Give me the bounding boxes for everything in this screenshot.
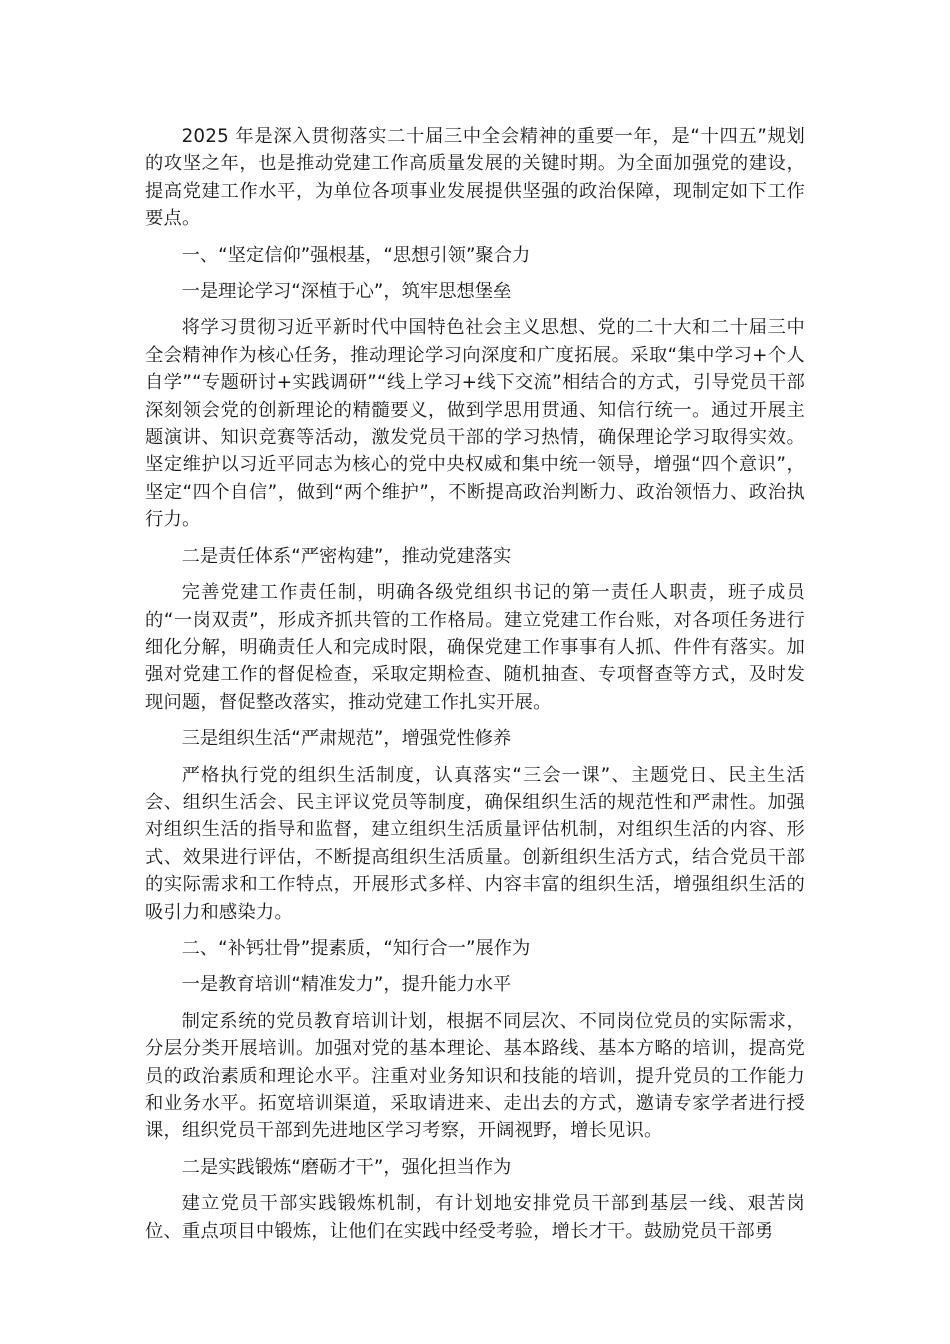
section-heading-1: 一、“坚定信仰”强根基，“思想引领”聚合力 [181, 244, 531, 266]
section-heading-2: 二、“补钙壮骨”提素质，“知行合一”展作为 [181, 937, 531, 959]
subheading-training: 一是教育培训“精准发力”，提升能力水平 [181, 974, 512, 996]
paragraph-training: 制定系统的党员教育培训计划，根据不同层次、不同岗位党员的实际需求，分层分类开展培训。加强对党的基本理论、基本路线、基本方略的培训，提高党员的政治素质和理论水平。注重对业务知识和技能的培训，提升党员的工作能力和业务水平。拓宽培训渠道，采取请进来、走出去的方式，邀请专家学者进行授课，组织党员干部到先进地区学习考察，开阔视野，增长见识。 [145, 1010, 805, 1142]
document-body [145, 123, 805, 1254]
paragraph-practice: 建立党员干部实践锻炼机制，有计划地安排党员干部到基层一线、艰苦岗位、重点项目中锻炼，让他们在实践中经受考验，增长才干。鼓励党员干部勇 [145, 1193, 805, 1242]
paragraph-responsibility: 完善党建工作责任制，明确各级党组织书记的第一责任人职责，班子成员的“一岗双责”，形成齐抓共管的工作格局。建立党建工作台账，对各项任务进行细化分解，明确责任人和完成时限，确保党建工作事事有人抓、件件有落实。加强对党建工作的督促检查，采取定期检查、随机抽查、专项督查等方式，及时发现问题，督促整改落实，推动党建工作扎实开展。 [145, 582, 806, 713]
subheading-organization-life: 三是组织生活“严肃规范”，增强党性修养 [181, 728, 512, 750]
intro-paragraph: 2025 年是深入贯彻落实二十届三中全会精神的重要一年，是“十四五”规划的攻坚之年，也是推动党建工作高质量发展的关键时期。为全面加强党的建设，提高党建工作水平，为单位各项事业发展提供坚强的政治保障，现制定如下工作要点。 [145, 126, 805, 230]
subheading-responsibility: 二是责任体系“严密构建”，推动党建落实 [181, 545, 512, 567]
paragraph-organization-life: 严格执行党的组织生活制度，认真落实“三会一课”、主题党日、民主生活会、组织生活会、民主评议党员等制度，确保组织生活的规范性和严肃性。加强对组织生活的指导和监督，建立组织生活质量评估机制，对组织生活的内容、形式、效果进行评估，不断提高组织生活质量。创新组织生活方式，结合党员干部的实际需求和工作特点，开展形式多样、内容丰富的组织生活，增强组织生活的吸引力和感染力。 [145, 764, 805, 923]
subheading-theory-study: 一是理论学习“深植于心”，筑牢思想堡垒 [181, 281, 512, 303]
paragraph-theory-study: 将学习贯彻习近平新时代中国特色社会主义思想、党的二十大和二十届三中全会精神作为核心任务，推动理论学习向深度和广度拓展。采取“集中学习+个人自学”“专题研讨+实践调研”“线上学习+线下交流”相结合的方式，引导党员干部深刻领会党的创新理论的精髓要义，做到学思用贯通、知信行统一。通过开展主题演讲、知识竞赛等活动，激发党员干部的学习热情，确保理论学习取得实效。坚定维护以习近平同志为核心的党中央权威和集中统一领导，增强“四个意识”，坚定“四个自信”，做到“两个维护”，不断提高政治判断力、政治领悟力、政治执行力。 [145, 317, 805, 531]
subheading-practice: 二是实践锻炼“磨砺才干”，强化担当作为 [181, 1156, 512, 1178]
